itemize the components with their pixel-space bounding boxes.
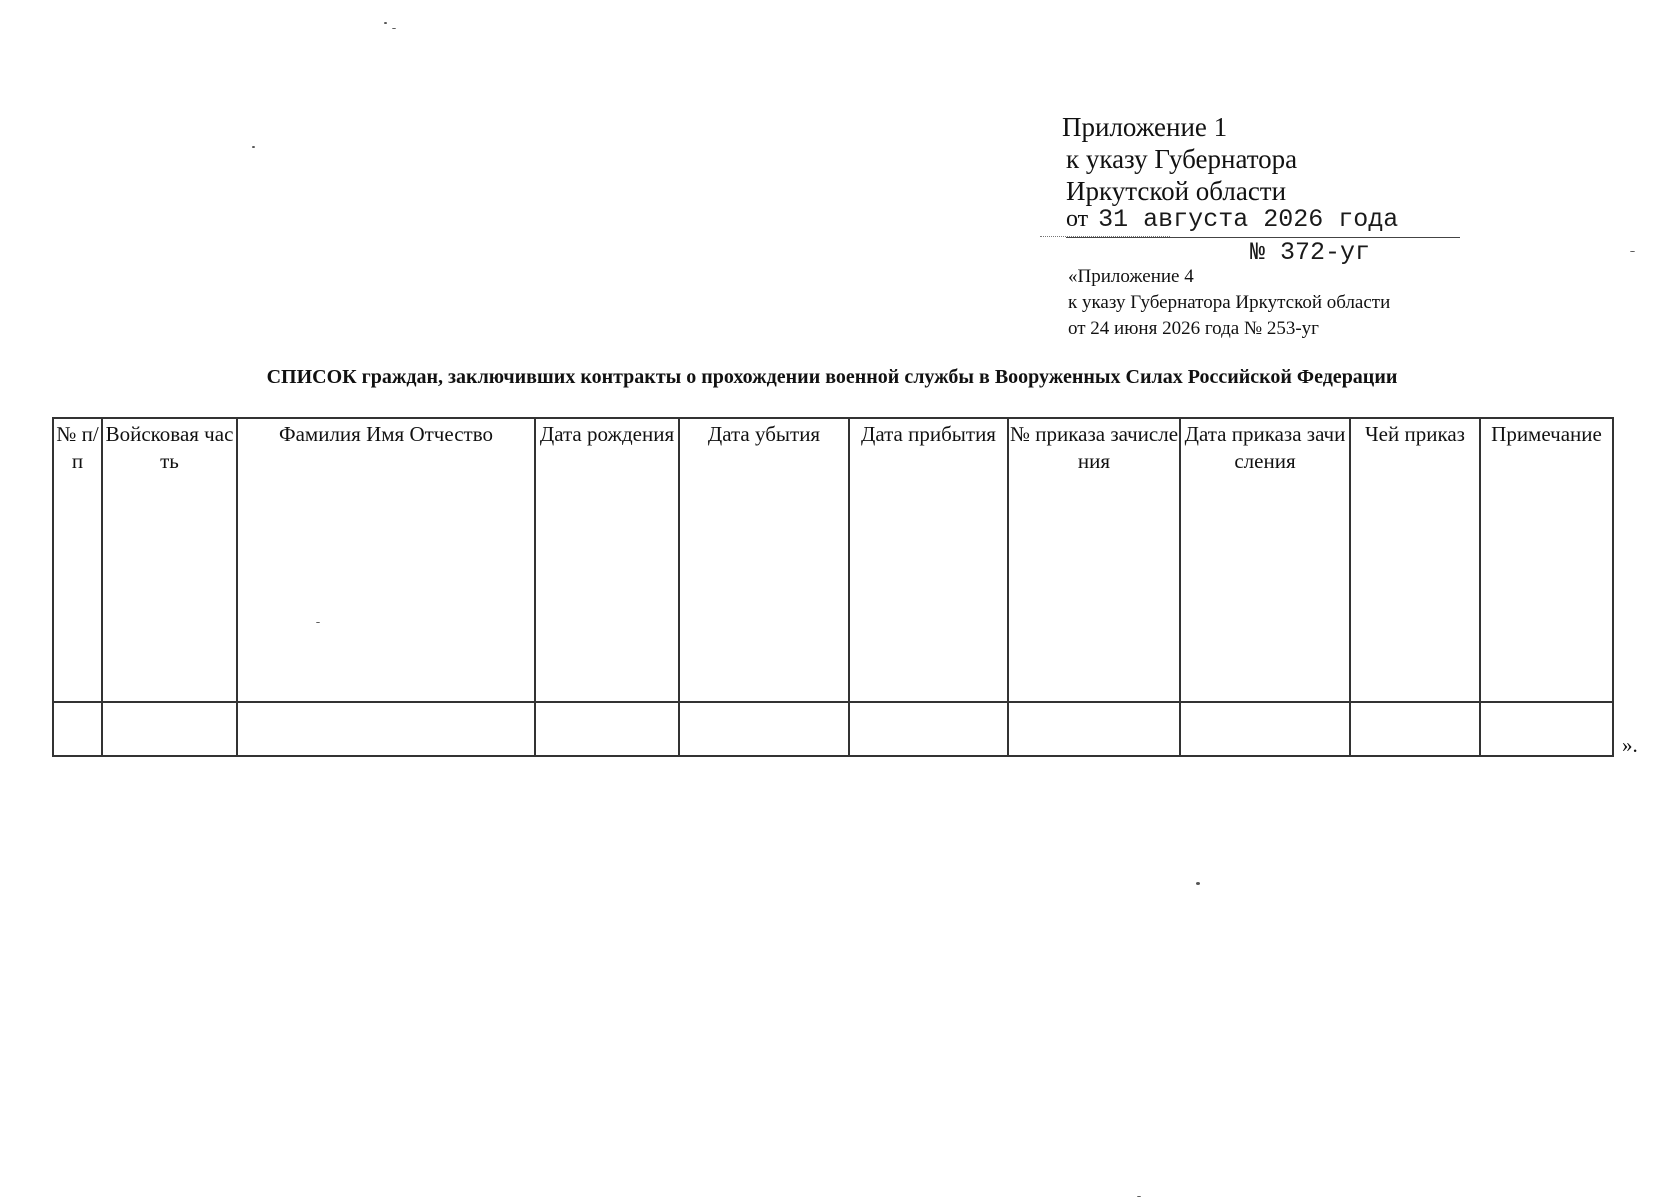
scan-speck bbox=[316, 622, 320, 623]
table-cell bbox=[53, 702, 102, 756]
scan-speck bbox=[1137, 1196, 1141, 1197]
scan-speck bbox=[1630, 251, 1635, 252]
table-cell bbox=[1008, 702, 1180, 756]
appendix-line: Приложение 1 bbox=[1062, 112, 1228, 142]
table-cell bbox=[679, 702, 849, 756]
column-header-full-name: Фамилия Имя Отчество bbox=[237, 418, 535, 702]
prev-appendix-line: от 24 июня 2026 года № 253-уг bbox=[1068, 318, 1319, 339]
number-underline bbox=[1040, 236, 1170, 237]
table-cell bbox=[1180, 702, 1350, 756]
table-cell bbox=[1480, 702, 1613, 756]
table-cell bbox=[1350, 702, 1480, 756]
column-header-military-unit: Войсковая часть bbox=[102, 418, 237, 702]
table-row bbox=[53, 702, 1613, 756]
table-cell bbox=[535, 702, 679, 756]
appendix-line: к указу Губернатора bbox=[1066, 144, 1298, 174]
scan-speck bbox=[384, 22, 387, 24]
column-header-note: Примечание bbox=[1480, 418, 1613, 702]
column-header-number: № п/п bbox=[53, 418, 102, 702]
scan-speck bbox=[392, 28, 396, 29]
table-header-row bbox=[53, 418, 1613, 702]
appendix-line: Иркутской области bbox=[1066, 176, 1287, 206]
prev-appendix-line: «Приложение 4 bbox=[1068, 266, 1194, 287]
column-header-departure-date: Дата убытия bbox=[679, 418, 849, 702]
prev-appendix-line: к указу Губернатора Иркутской области bbox=[1068, 292, 1391, 313]
appendix-block bbox=[1062, 111, 1297, 207]
citizens-list-table bbox=[52, 417, 1614, 757]
scan-speck bbox=[1196, 882, 1200, 885]
table-cell bbox=[237, 702, 535, 756]
date-prefix: от bbox=[1066, 206, 1089, 232]
decree-number: № 372-уг bbox=[1250, 238, 1371, 267]
scan-speck bbox=[252, 146, 255, 148]
column-header-arrival-date: Дата прибытия bbox=[849, 418, 1008, 702]
previous-appendix-block bbox=[1068, 264, 1390, 342]
table-cell bbox=[849, 702, 1008, 756]
column-header-birth-date: Дата рождения bbox=[535, 418, 679, 702]
column-header-enrollment-order-date: Дата приказа зачисления bbox=[1180, 418, 1350, 702]
decree-date: 31 августа 2026 года bbox=[1098, 205, 1399, 234]
document-title: СПИСОК граждан, заключивших контракты о прохождении военной службы в Вооруженных Силах Российской Федерации bbox=[266, 366, 1398, 388]
table-cell bbox=[102, 702, 237, 756]
closing-mark: ». bbox=[1622, 733, 1638, 757]
column-header-order-issuer: Чей приказ bbox=[1350, 418, 1480, 702]
decree-date-line bbox=[1066, 203, 1460, 235]
column-header-enrollment-order-number: № приказа зачисления bbox=[1008, 418, 1180, 702]
